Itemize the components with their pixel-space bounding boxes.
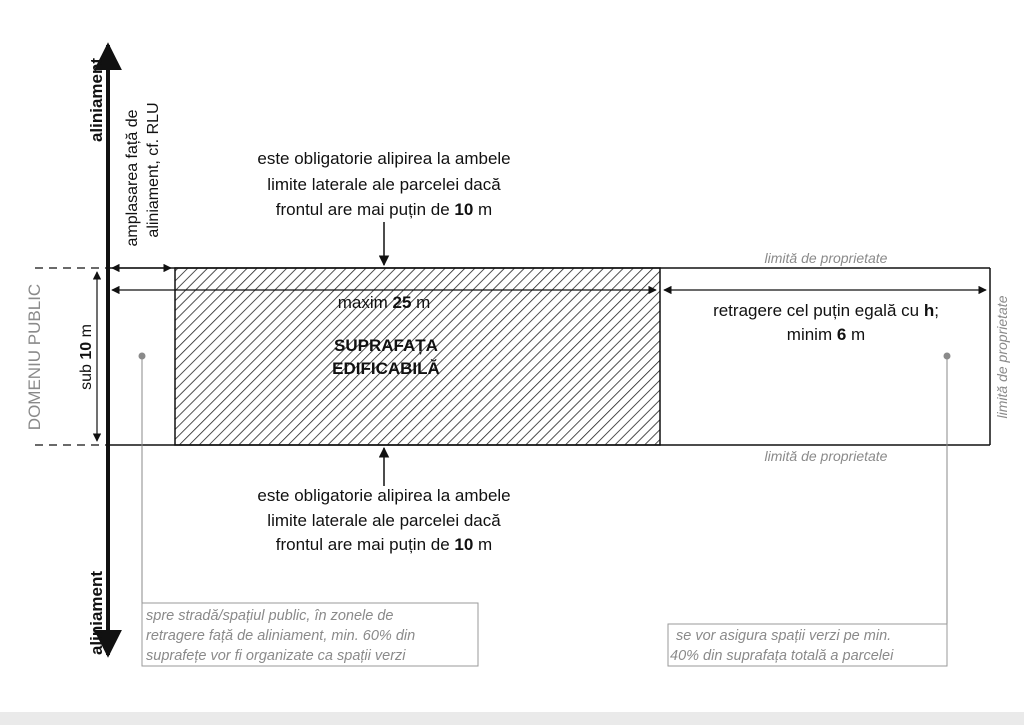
property-limit-label-rear: limită de proprietate bbox=[994, 295, 1010, 419]
placement-label-line2: aliniament, cf. RLU bbox=[145, 102, 162, 238]
rear-green-dot bbox=[944, 353, 951, 360]
buildable-area-label-line1: SUPRAFAȚA bbox=[334, 336, 438, 355]
front-green-note-line2: retragere față de aliniament, min. 60% din bbox=[146, 628, 416, 644]
max-depth-label: maxim 25 m bbox=[337, 293, 431, 312]
alignment-label-bottom: aliniament bbox=[87, 570, 106, 656]
bottom-note-line1: este obligatorie alipirea la ambele bbox=[257, 486, 511, 505]
front-green-dot bbox=[139, 353, 146, 360]
rear-setback-label-line1: retragere cel puțin egală cu h; bbox=[713, 301, 939, 320]
top-note-line1: este obligatorie alipirea la ambele bbox=[257, 149, 511, 168]
property-limit-label-bottom: limită de proprietate bbox=[764, 448, 888, 464]
rear-setback-label-line2: minim 6 m bbox=[786, 325, 866, 344]
buildable-area-label-line2: EDIFICABILĂ bbox=[332, 359, 440, 378]
bottom-note-line3: frontul are mai puțin de 10 m bbox=[275, 535, 493, 554]
placement-label-line1: amplasarea față de bbox=[124, 109, 141, 247]
front-green-note-line1: spre stradă/spațiul public, în zonele de bbox=[146, 608, 394, 624]
public-domain-label: DOMENIU PUBLIC bbox=[25, 283, 44, 431]
front-green-note-line3: suprafețe vor fi organizate ca spații verzi bbox=[146, 648, 406, 664]
rear-green-note-line2: 40% din suprafața totală a parcelei bbox=[670, 648, 894, 664]
lot-width-label: sub 10 m bbox=[78, 324, 95, 390]
property-limit-label-top: limită de proprietate bbox=[764, 250, 888, 266]
top-note-line2: limite laterale ale parcelei dacă bbox=[267, 175, 501, 194]
rear-green-note-line1: se vor asigura spații verzi pe min. bbox=[676, 628, 892, 644]
top-note-line3: frontul are mai puțin de 10 m bbox=[275, 200, 493, 219]
bottom-note-line2: limite laterale ale parcelei dacă bbox=[267, 511, 501, 530]
bottom-strip bbox=[0, 712, 1024, 725]
alignment-label-top: aliniament bbox=[87, 57, 106, 143]
